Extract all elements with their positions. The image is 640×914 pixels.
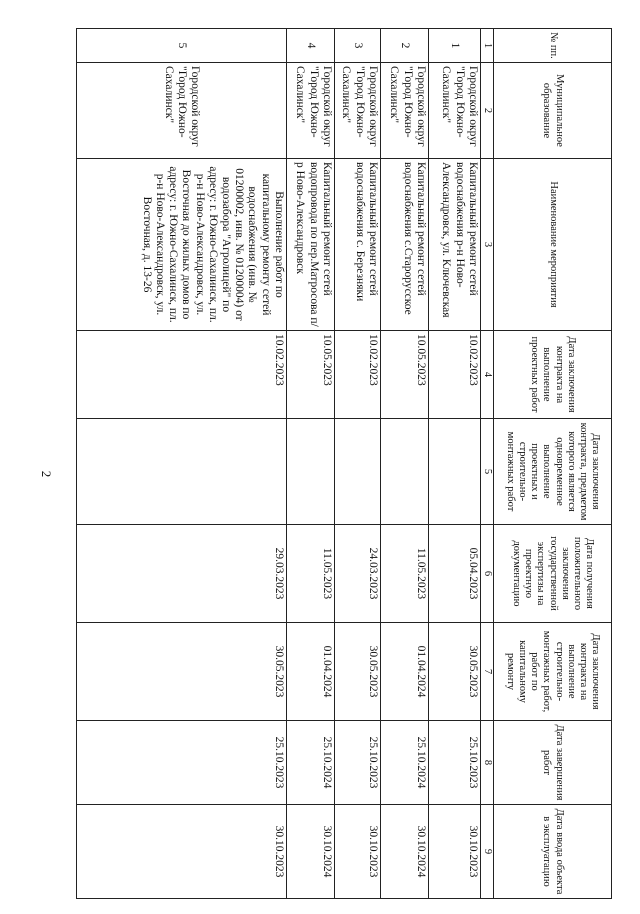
row-number: 4 bbox=[286, 29, 334, 63]
date-cell: 25.10.2023 bbox=[428, 721, 480, 805]
header-cell: Дата ввода объекта в эксплуатацию bbox=[494, 805, 612, 899]
header-cell: Дата получения положительного заключения государственной экспертизы на проектную документацию bbox=[494, 525, 612, 623]
date-cell: 30.10.2023 bbox=[334, 805, 380, 899]
header-cell: № пп. bbox=[494, 29, 612, 63]
date-cell: 10.05.2023 bbox=[380, 331, 428, 419]
column-number: 7 bbox=[480, 623, 493, 721]
event-name-cell: Капитальный ремонт сетей водоснабжения р-н Ново-Александровск, ул. Ключевская bbox=[428, 159, 480, 331]
table-row bbox=[77, 29, 287, 899]
date-cell: 10.05.2023 bbox=[286, 331, 334, 419]
date-cell: 30.05.2023 bbox=[428, 623, 480, 721]
event-name-cell: Выполнение работ по капитальному ремонту сетей водоснабжения (инв. № 01200002, инв. № 01200004) от водозабора "Агролицей" по адресу: г. Южно-Сахалинск, пл. р-н Ново-Александровск, ул. Восточная до жилых домов по адресу: г. Южно-Сахалинск, пл. р-н Ново-Александровск, ул. Восточная, д. 13-26 bbox=[77, 159, 287, 331]
header-cell: Дата заключения контракта на выполнение строительно-монтажных работ, работ по капитальному ремонту bbox=[494, 623, 612, 721]
page-number: 2 bbox=[39, 470, 54, 478]
schedule-table bbox=[76, 28, 612, 899]
date-cell bbox=[286, 419, 334, 525]
row-number: 5 bbox=[77, 29, 287, 63]
date-cell: 30.10.2023 bbox=[77, 805, 287, 899]
date-cell: 25.10.2023 bbox=[334, 721, 380, 805]
date-cell: 10.02.2023 bbox=[334, 331, 380, 419]
table-wrapper bbox=[76, 28, 640, 895]
table-row bbox=[380, 29, 428, 899]
row-number: 2 bbox=[380, 29, 428, 63]
column-number: 6 bbox=[480, 525, 493, 623]
event-name-cell: Капитальный ремонт сетей водоснабжения с. Березняки bbox=[334, 159, 380, 331]
column-number: 2 bbox=[480, 63, 493, 159]
date-cell: 11.05.2023 bbox=[286, 525, 334, 623]
event-name-cell: Капитальный ремонт сетей водоснабжения с.Старорусское bbox=[380, 159, 428, 331]
date-cell bbox=[334, 419, 380, 525]
column-number: 5 bbox=[480, 419, 493, 525]
header-cell: Дата завершения работ bbox=[494, 721, 612, 805]
municipality-cell: Городской округ "Город Южно-Сахалинск" bbox=[428, 63, 480, 159]
municipality-cell: Городской округ "Город Южно-Сахалинск" bbox=[77, 63, 287, 159]
municipality-cell: Городской округ "Город Южно-Сахалинск" bbox=[334, 63, 380, 159]
municipality-cell: Городской округ "Город Южно-Сахалинск" bbox=[380, 63, 428, 159]
date-cell: 05.04.2023 bbox=[428, 525, 480, 623]
column-number-row bbox=[480, 29, 493, 899]
date-cell: 30.10.2024 bbox=[286, 805, 334, 899]
date-cell: 29.03.2023 bbox=[77, 525, 287, 623]
row-number: 1 bbox=[428, 29, 480, 63]
date-cell bbox=[428, 419, 480, 525]
date-cell bbox=[380, 419, 428, 525]
header-cell: Муниципальное образование bbox=[494, 63, 612, 159]
header-cell: Наименование мероприятия bbox=[494, 159, 612, 331]
header-cell: Дата заключения контракта, предметом которого является одновременное выполнение проектных и строительно-монтажных работ bbox=[494, 419, 612, 525]
date-cell: 24.03.2023 bbox=[334, 525, 380, 623]
date-cell: 11.05.2023 bbox=[380, 525, 428, 623]
column-number: 1 bbox=[480, 29, 493, 63]
column-number: 3 bbox=[480, 159, 493, 331]
column-number: 4 bbox=[480, 331, 493, 419]
date-cell: 30.05.2023 bbox=[77, 623, 287, 721]
date-cell: 10.02.2023 bbox=[428, 331, 480, 419]
event-name-cell: Капитальный ремонт сетей водопровода по пер.Матросова п/р Ново-Александровск bbox=[286, 159, 334, 331]
table-row bbox=[286, 29, 334, 899]
header-cell: Дата заключения контракта на выполнение проектных работ bbox=[494, 331, 612, 419]
date-cell: 01.04.2024 bbox=[380, 623, 428, 721]
table-row bbox=[428, 29, 480, 899]
table-row bbox=[334, 29, 380, 899]
date-cell: 25.10.2024 bbox=[286, 721, 334, 805]
date-cell: 30.10.2024 bbox=[380, 805, 428, 899]
column-number: 9 bbox=[480, 805, 493, 899]
date-cell: 30.10.2023 bbox=[428, 805, 480, 899]
date-cell bbox=[77, 419, 287, 525]
date-cell: 25.10.2023 bbox=[77, 721, 287, 805]
column-number: 8 bbox=[480, 721, 493, 805]
date-cell: 30.05.2023 bbox=[334, 623, 380, 721]
header-row bbox=[494, 29, 612, 899]
municipality-cell: Городской округ "Город Южно-Сахалинск" bbox=[286, 63, 334, 159]
date-cell: 10.02.2023 bbox=[77, 331, 287, 419]
date-cell: 01.04.2024 bbox=[286, 623, 334, 721]
date-cell: 25.10.2024 bbox=[380, 721, 428, 805]
row-number: 3 bbox=[334, 29, 380, 63]
